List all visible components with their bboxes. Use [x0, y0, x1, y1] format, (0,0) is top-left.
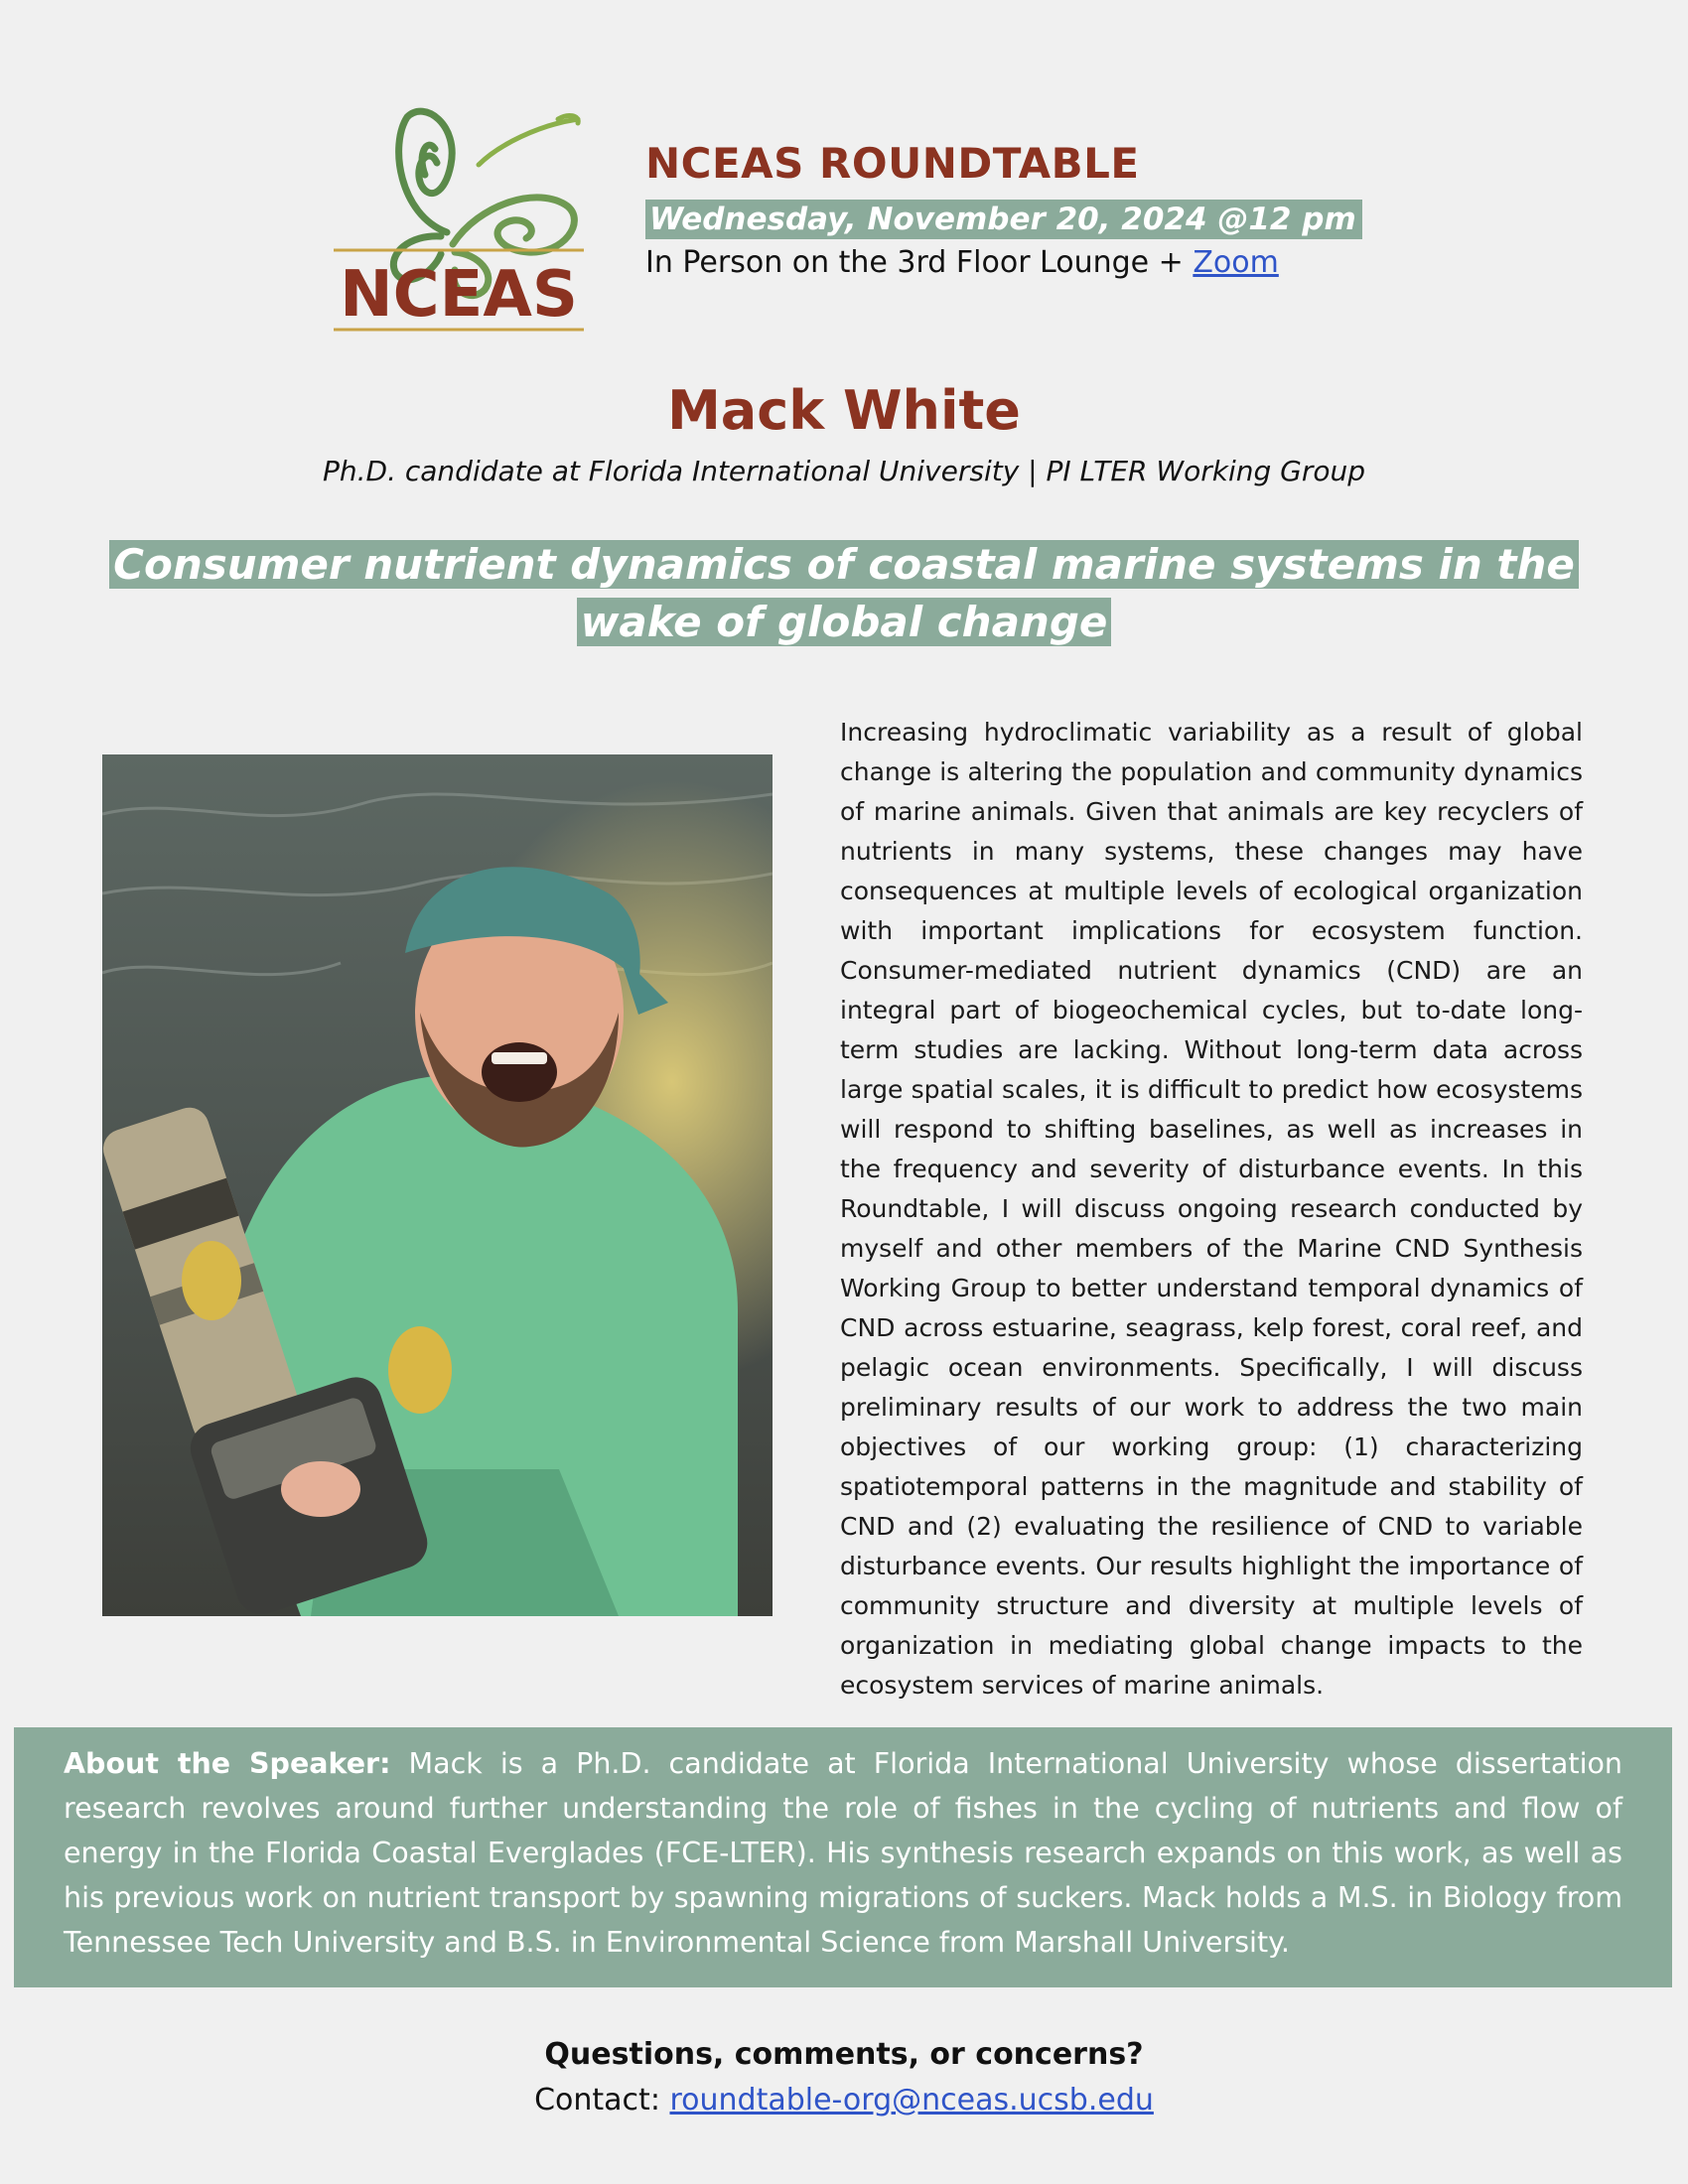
speaker-affiliation: Ph.D. candidate at Florida International University | PI LTER Working Group [322, 455, 1366, 487]
talk-abstract: Increasing hydroclimatic variability as a result of global change is altering the population and community dynamics of marine animals. Given that animals are key recyclers of nutrients in many systems, these changes may have consequences at multiple levels of ecological organization with important implications for ecosystem function. Consumer-mediated nutrient dynamics (CND) are an integral part of biogeochemical cycles, but to-date long-term studies are lacking. Without long-term data across large spatial scales, it is difficult to predict how ecosystems will respond to shifting baselines, as well as increases in the frequency and severity of disturbance events. In this Roundtable, I will discuss ongoing research conducted by myself and other members of the Marine CND Synthesis Working Group to better understand temporal dynamics of CND across estuarine, seagrass, kelp forest, coral reef, and pelagic ocean environments. Specifically, I will discuss preliminary results of our work to address the two main objectives of our working group: (1) characterizing spatiotemporal patterns in the magnitude and stability of CND and (2) evaluating the resilience of CND to variable disturbance events. Our results highlight the importance of community structure and diversity at multiple levels of organization in mediating global change impacts to the ecosystem services of marine animals. [840, 718, 1583, 1700]
contact-email-link[interactable]: roundtable-org@nceas.ucsb.edu [669, 2083, 1154, 2117]
about-label: About the Speaker: [64, 1747, 391, 1780]
talk-title-text: Consumer nutrient dynamics of coastal marine systems in the wake of global change [109, 540, 1579, 646]
nceas-logo [330, 105, 588, 336]
logo-text: NCEAS [340, 258, 578, 332]
about-speaker-box [14, 1727, 1672, 1987]
location-text: In Person on the 3rd Floor Lounge + [645, 245, 1194, 280]
contact-question: Questions, comments, or concerns? [544, 2037, 1144, 2072]
butterfly-logo-icon [330, 105, 588, 336]
speaker-name: Mack White [667, 379, 1021, 442]
zoom-link[interactable]: Zoom [1193, 245, 1279, 280]
about-text: Mack is a Ph.D. candidate at Florida International University whose dissertation research revolves around further understanding the role of fishes in the cycling of nutrients and flow of energy in the Florida Coastal Everglades (FCE-LTER). His synthesis research expands on this work, as well as his previous work on nutrient transport by spawning migrations of suckers. Mack holds a M.S. in Biology from Tennessee Tech University and B.S. in Environmental Science from Marshall University. [64, 1747, 1622, 1959]
event-location [645, 245, 1362, 280]
event-date: Wednesday, November 20, 2024 @12 pm [645, 200, 1362, 239]
contact-prefix: Contact: [534, 2083, 670, 2117]
speaker-photo [102, 754, 773, 1616]
event-header [645, 139, 1362, 280]
contact-line [0, 2083, 1688, 2117]
talk-title [60, 536, 1628, 651]
event-title: NCEAS ROUNDTABLE [645, 139, 1140, 188]
